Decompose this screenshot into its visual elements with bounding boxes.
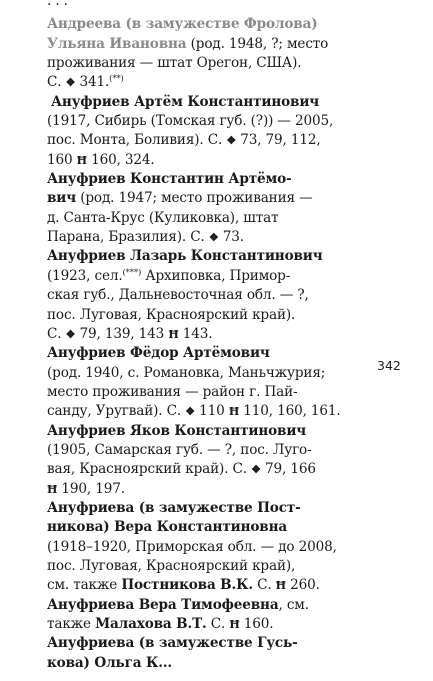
entry-text: · · · — [47, 0, 68, 13]
index-line — [47, 576, 327, 595]
photo-source-icon: Ħ — [229, 618, 240, 631]
entry-text: (**) — [109, 74, 124, 85]
entry-text: 143. — [178, 325, 213, 342]
person-name: Ануфриева (в замужестве Гусь- — [47, 635, 298, 652]
source-group-icon: ❖ — [251, 463, 261, 477]
entry-text: Архиповка, Примор- — [141, 267, 291, 284]
index-line — [47, 189, 327, 208]
index-column — [47, 0, 341, 673]
entry-text: 160. — [239, 616, 274, 632]
entry-text: , см. — [278, 596, 309, 613]
index-line — [47, 538, 337, 557]
entry-text: (род. 1948, ?; место — [186, 35, 329, 52]
entry-text: вая, Красноярский край). С. — [47, 461, 252, 478]
entry-text: 110, 160, 161. — [239, 403, 341, 420]
photo-source-icon: Ħ — [76, 153, 87, 167]
index-line — [47, 441, 327, 460]
person-name: Ануфриева Вера Тимофеевна — [47, 596, 279, 613]
page-number: 342 — [377, 358, 401, 373]
person-name: Андреева (в замужестве Фролова) — [47, 16, 318, 33]
person-name: Ануфриев Лазарь Константинович — [47, 248, 323, 265]
source-group-icon: ❖ — [185, 405, 195, 419]
index-line — [47, 460, 327, 479]
person-name: Постникова В.К. — [121, 577, 253, 594]
entry-text: место проживания — район г. Пай- — [47, 383, 298, 400]
person-name: Малахова В.Т. — [95, 616, 207, 632]
index-line — [47, 383, 327, 402]
person-name: Ануфриева (в замужестве Пост- — [47, 499, 301, 516]
index-line — [47, 518, 327, 537]
entry-text: (***) — [122, 267, 142, 278]
index-line — [47, 247, 327, 266]
index-line — [47, 151, 327, 170]
index-line — [47, 422, 327, 441]
index-line — [47, 654, 327, 673]
index-line — [47, 480, 327, 499]
person-name: вич — [47, 190, 77, 207]
entry-text: 160 — [47, 151, 77, 168]
index-line — [47, 73, 327, 92]
entry-text: (1918–1920, Приморская обл. — до 2008, — [47, 538, 337, 555]
person-name: Ануфриев Константин Артёмо- — [47, 171, 292, 188]
entry-text: 260. — [285, 577, 320, 594]
entry-text: (1905, Самарская губ. — ?, пос. Луго- — [47, 441, 312, 458]
entry-text: пос. Луговая, Красноярский край), — [47, 557, 296, 574]
entry-text: 79, 139, 143 — [75, 325, 169, 342]
entry-text: (род. 1940, с. Романовка, Маньчжурия; — [47, 364, 326, 381]
index-line — [47, 93, 327, 112]
photo-source-icon: Ħ — [275, 579, 286, 593]
entry-text: С. — [206, 616, 230, 632]
entry-text: проживания — штат Орегон, США). — [47, 55, 302, 72]
person-name: Ульяна Ивановна — [47, 35, 187, 52]
photo-source-icon: Ħ — [47, 482, 58, 496]
entry-text: 160, 324. — [86, 151, 155, 168]
index-line — [47, 35, 327, 54]
index-line — [47, 364, 327, 383]
entry-text: С. — [252, 577, 276, 594]
entry-text: С. — [47, 325, 66, 342]
entry-text: С. — [47, 74, 66, 91]
entry-text: 110 — [194, 403, 229, 420]
index-line — [47, 344, 327, 363]
photo-source-icon: Ħ — [168, 327, 179, 341]
person-name: Ануфриев Фёдор Артёмович — [47, 345, 270, 362]
entry-text: 73, 79, 112, — [236, 132, 321, 149]
entry-text: 190, 197. — [57, 480, 125, 497]
source-group-icon: ❖ — [65, 327, 76, 341]
index-line — [47, 499, 327, 518]
person-name: Ануфриев Яков Константинович — [47, 422, 307, 439]
entry-text: 79, 166 — [260, 461, 316, 478]
entry-text: 341. — [75, 74, 110, 91]
entry-text: (1923, сел. — [47, 267, 123, 284]
source-group-icon: ❖ — [226, 134, 237, 148]
person-name: кова) Ольга К... — [47, 654, 172, 671]
index-line — [47, 15, 327, 34]
entry-text: (1917, Сибирь (Томская губ. (?)) — 2005, — [47, 113, 334, 130]
entry-text: также — [47, 616, 96, 632]
entry-text: д. Санта-Крус (Куликовка), штат — [47, 209, 279, 226]
entry-text: ская губ., Дальневосточная обл. — ?, — [47, 287, 309, 304]
entry-text: санду, Уругвай). С. — [47, 403, 186, 420]
index-line — [47, 267, 327, 286]
photo-source-icon: Ħ — [228, 405, 240, 419]
entry-text: 73. — [218, 229, 244, 246]
index-line — [47, 325, 327, 344]
index-line — [47, 228, 327, 247]
index-line — [47, 0, 327, 15]
entry-text: см. также — [47, 577, 122, 594]
entry-text: (род. 1947; место проживания — — [76, 190, 313, 207]
index-line — [47, 54, 327, 73]
index-line — [47, 596, 327, 615]
person-name: никова) Вера Константиновна — [47, 519, 288, 536]
index-line — [47, 112, 334, 131]
index-line — [47, 557, 327, 576]
index-line — [47, 170, 327, 189]
entry-text: Парана, Бразилия). С. — [47, 229, 209, 246]
index-line — [47, 209, 327, 228]
index-line — [47, 402, 341, 421]
index-line — [47, 131, 327, 150]
index-line — [47, 615, 327, 634]
person-name: Ануфриев Артём Константинович — [51, 93, 320, 110]
entry-text: пос. Луговая, Красноярский край). — [47, 306, 296, 323]
source-group-icon: ❖ — [208, 231, 219, 245]
index-line — [47, 634, 327, 653]
source-group-icon: ❖ — [65, 76, 76, 90]
index-line — [47, 306, 327, 325]
index-line — [47, 286, 327, 305]
entry-text: пос. Монта, Боливия). С. — [47, 132, 227, 149]
